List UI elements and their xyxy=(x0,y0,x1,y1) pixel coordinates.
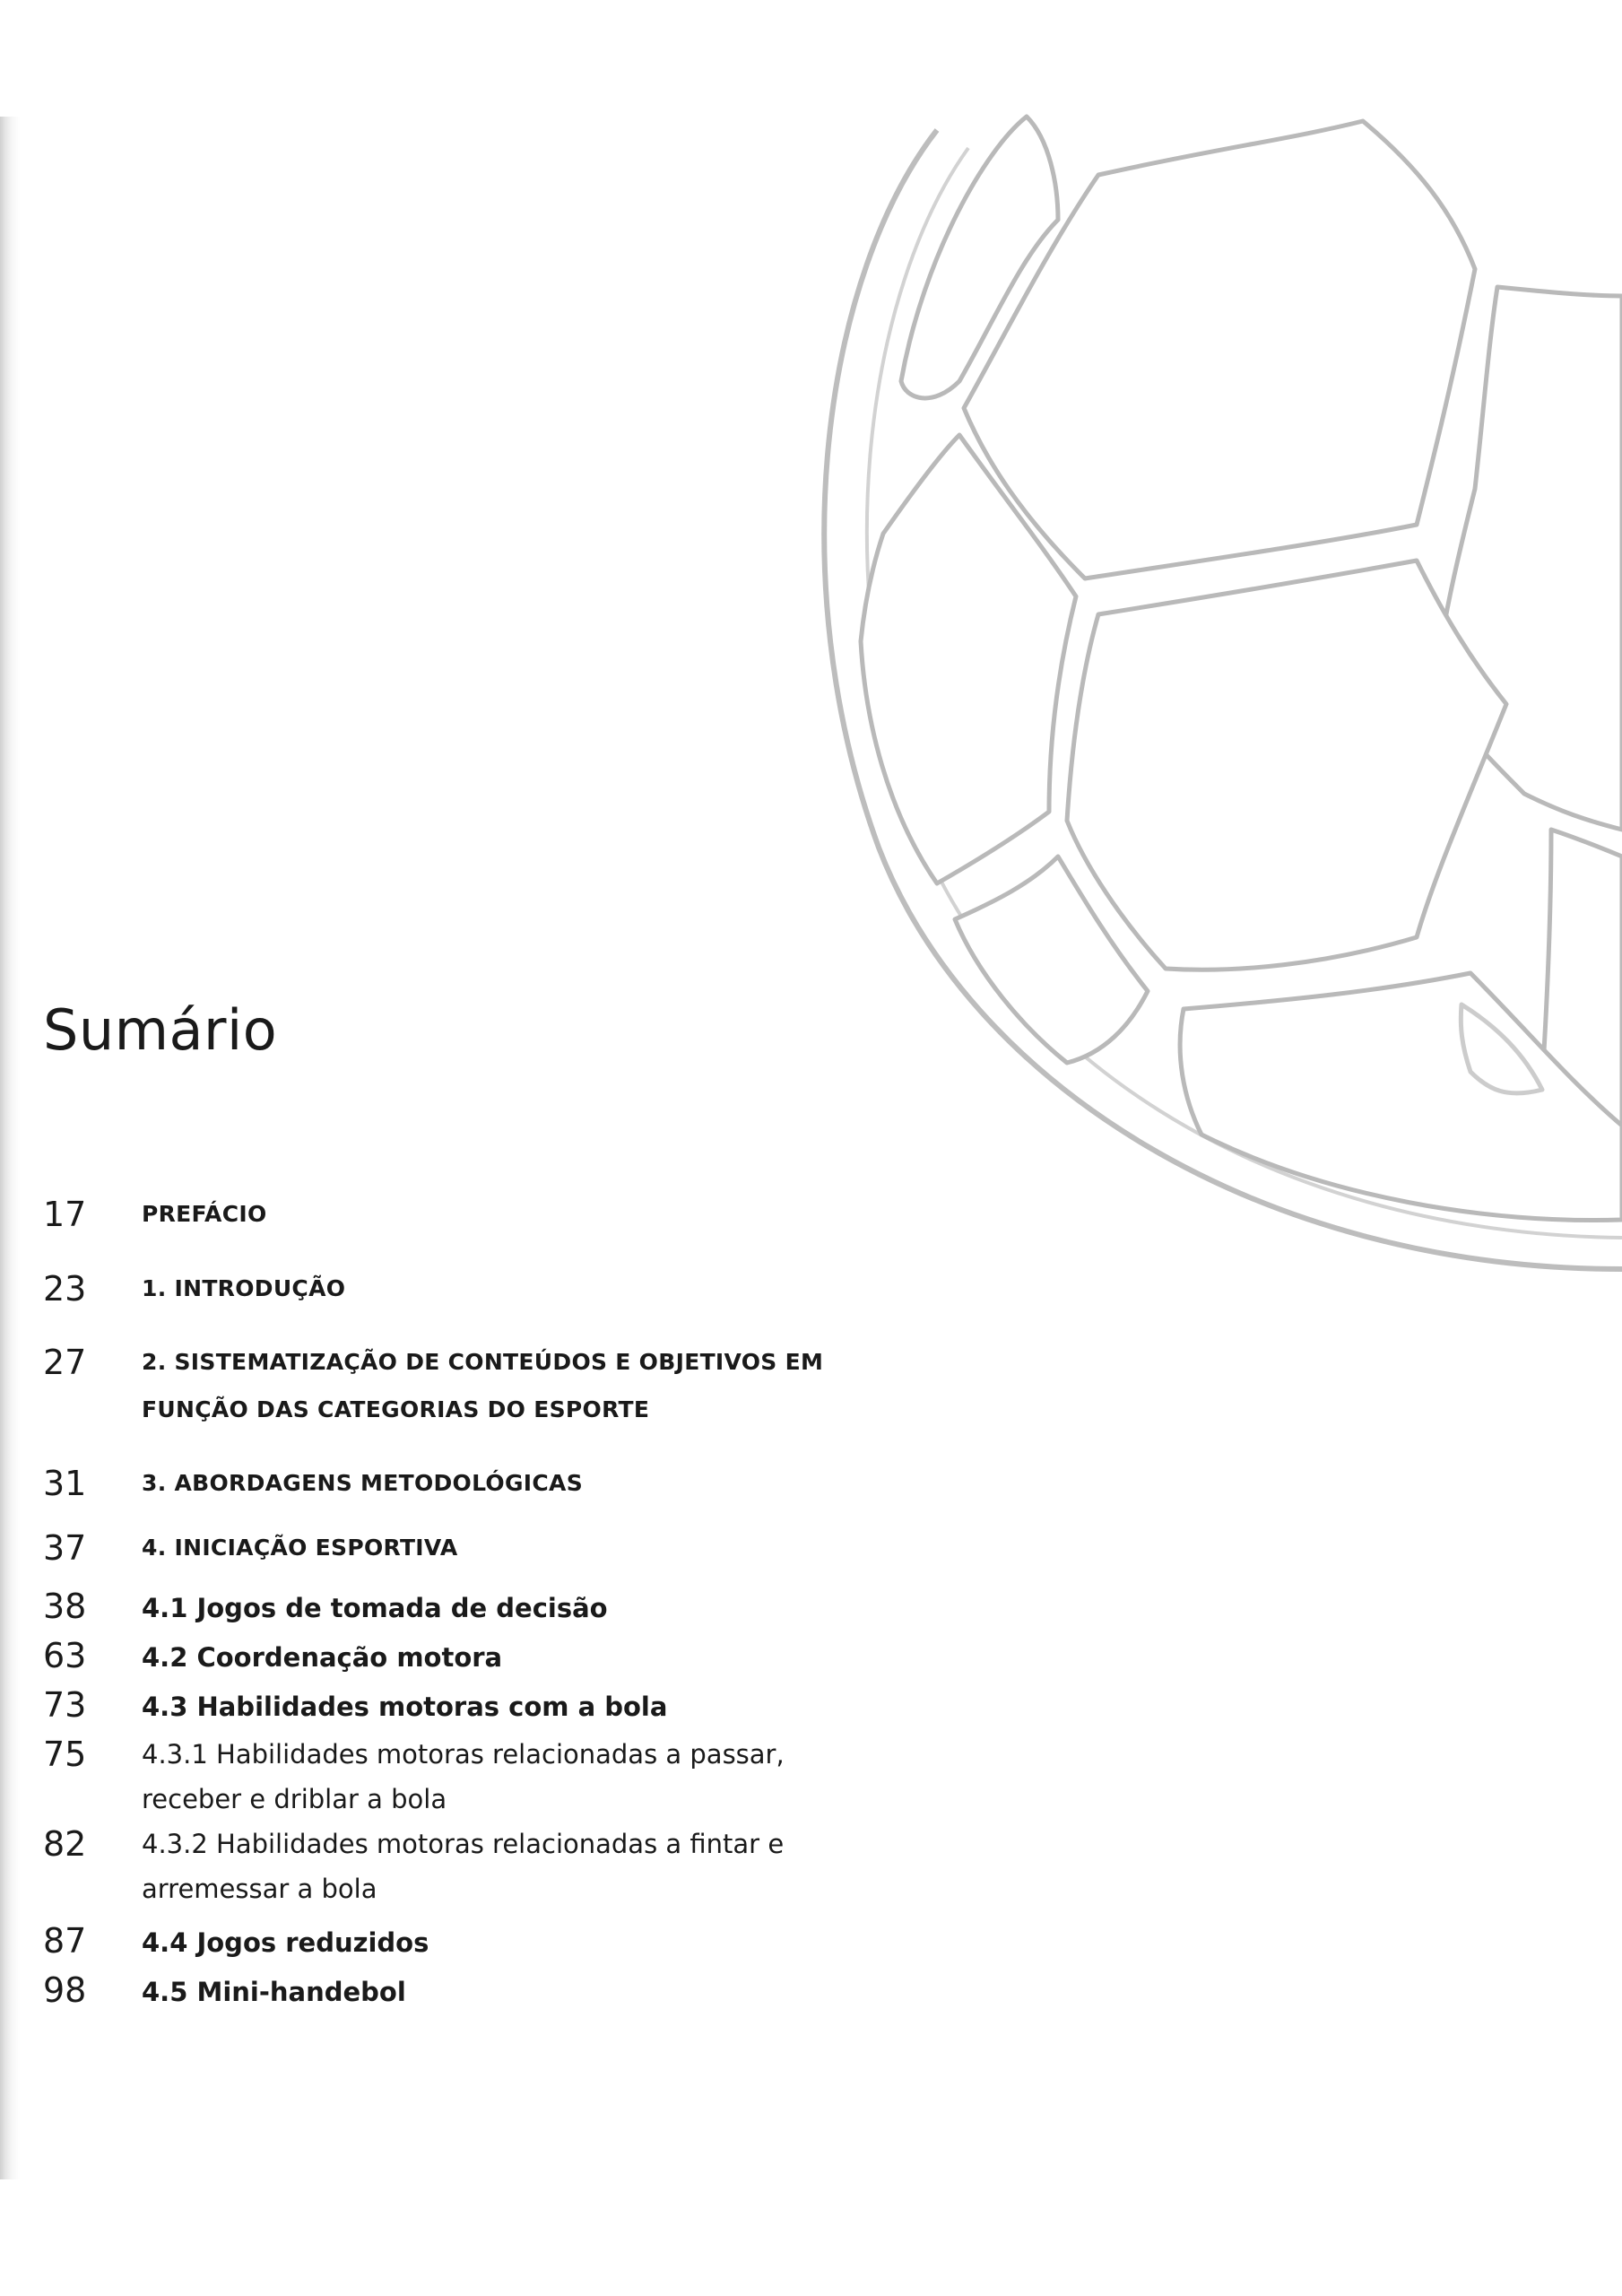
toc-entry-title: 4.3 Habilidades motoras com a bola xyxy=(142,1692,668,1722)
toc-page-number: 27 xyxy=(43,1343,87,1382)
toc-entry-title: 4.3.1 Habilidades motoras relacionadas a passar, receber e driblar a bola xyxy=(142,1739,785,1814)
toc-entry-title: 3. ABORDAGENS METODOLÓGICAS xyxy=(142,1470,584,1496)
toc-entry-title: 1. INTRODUÇÃO xyxy=(142,1275,346,1301)
toc-entry-title: 4.5 Mini-handebol xyxy=(142,1977,406,2007)
toc-page-number: 98 xyxy=(43,1970,87,2010)
table-of-contents xyxy=(43,0,850,2296)
toc-page-number: 23 xyxy=(43,1269,87,1309)
page-title: Sumário xyxy=(43,997,278,1063)
binding-edge xyxy=(0,117,20,2179)
toc-entry-title: 4. INICIAÇÃO ESPORTIVA xyxy=(142,1535,458,1561)
toc-entry-title: PREFÁCIO xyxy=(142,1201,267,1227)
toc-page-number: 75 xyxy=(43,1735,87,1774)
soccer-ball-illustration xyxy=(789,112,1622,1296)
toc-page-number: 37 xyxy=(43,1528,87,1568)
toc-page-number: 82 xyxy=(43,1824,87,1864)
toc-entry-title: 2. SISTEMATIZAÇÃO DE CONTEÚDOS E OBJETIVOS EM FUNÇÃO DAS CATEGORIAS DO ESPORTE xyxy=(142,1349,824,1422)
toc-page-number: 38 xyxy=(43,1587,87,1626)
toc-entry-title: 4.3.2 Habilidades motoras relacionadas a fintar e arremessar a bola xyxy=(142,1829,785,1904)
toc-entry-title: 4.4 Jogos reduzidos xyxy=(142,1927,429,1958)
toc-page-number: 87 xyxy=(43,1921,87,1961)
toc-page-number: 31 xyxy=(43,1464,87,1503)
toc-page-number: 17 xyxy=(43,1195,87,1234)
toc-entry-title: 4.2 Coordenação motora xyxy=(142,1642,503,1673)
toc-entry-title: 4.1 Jogos de tomada de decisão xyxy=(142,1593,608,1623)
toc-page-number: 73 xyxy=(43,1685,87,1725)
toc-page-number: 63 xyxy=(43,1636,87,1675)
